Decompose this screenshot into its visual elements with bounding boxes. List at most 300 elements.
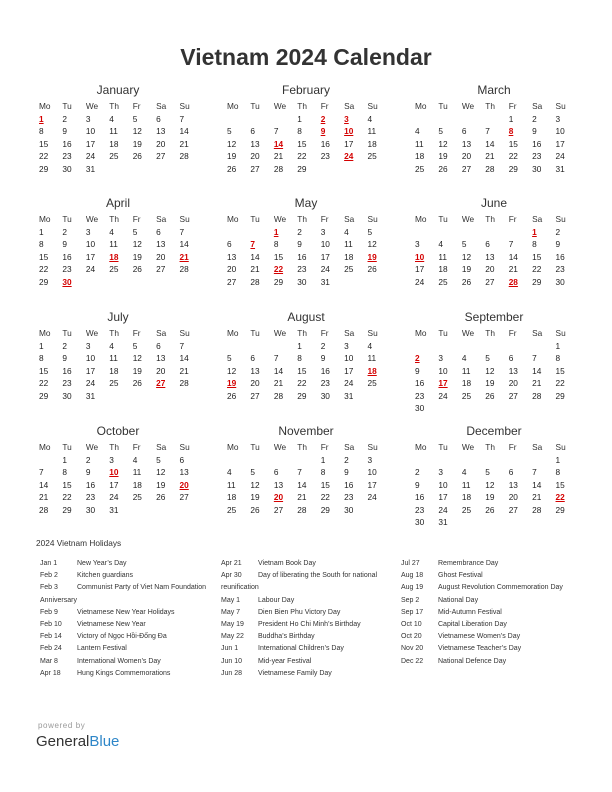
weekday-header: Th — [297, 101, 307, 111]
day-cell: 29 — [39, 163, 49, 174]
empty-cell — [224, 113, 247, 126]
day-cell: 14 — [179, 353, 189, 363]
day-cell: 9 — [62, 239, 68, 249]
weekday-header: We — [461, 328, 475, 338]
day-cell: 16 — [555, 251, 565, 262]
day-cell: 21 — [179, 365, 189, 376]
day-cell: 27 — [227, 276, 237, 287]
holiday-name: Vietnamese New Year — [77, 621, 146, 629]
day-cell: 6 — [250, 126, 256, 136]
day-cell: 24 — [320, 264, 330, 274]
day-cell: 26 — [438, 163, 448, 174]
day-cell: 19 — [461, 264, 472, 274]
weekday-header: Sa — [532, 328, 543, 338]
holiday-day: 2 — [415, 353, 420, 363]
day-cell: 4 — [344, 226, 349, 237]
holiday-item — [401, 595, 571, 607]
holiday-date: May 22 — [221, 633, 244, 641]
day-cell: 30 — [555, 276, 565, 287]
weekday-header: Mo — [415, 328, 427, 338]
weekday-header: Tu — [62, 328, 72, 338]
holiday-date: Jun 28 — [221, 669, 243, 677]
day-cell: 7 — [532, 467, 537, 477]
day-cell: 4 — [461, 353, 467, 363]
day-cell: 18 — [109, 138, 119, 149]
day-cell: 10 — [367, 467, 377, 477]
day-cell: 8 — [39, 353, 44, 363]
day-cell: 20 — [156, 251, 166, 262]
day-cell: 24 — [85, 378, 96, 388]
day-cell: 5 — [438, 126, 444, 136]
holiday-date: Jul 27 — [401, 560, 420, 567]
holiday-item — [221, 619, 396, 631]
day-cell: 5 — [461, 239, 467, 249]
weekday-header: Sa — [344, 442, 355, 452]
holiday-item — [40, 668, 218, 680]
holiday-date: Feb 10 — [40, 621, 62, 629]
day-cell: 11 — [132, 467, 142, 477]
day-cell: 15 — [39, 138, 49, 149]
holiday-date: Nov 20 — [401, 645, 424, 653]
day-cell: 23 — [555, 264, 565, 274]
weekday-header: Mo — [39, 214, 51, 224]
day-cell: 29 — [297, 390, 307, 401]
day-cell: 30 — [532, 163, 542, 174]
day-cell: 3 — [85, 340, 91, 351]
month-days-grid — [412, 327, 576, 415]
weekday-header: Fr — [132, 328, 141, 338]
day-cell: 26 — [367, 264, 377, 274]
weekday-header: Th — [109, 101, 119, 111]
day-cell: 5 — [132, 113, 138, 124]
weekday-header: We — [273, 442, 287, 452]
holiday-name: August Revolution Commemoration Day — [438, 584, 563, 592]
weekday-header: Mo — [39, 442, 51, 452]
holiday-date: Mar 8 — [40, 657, 58, 665]
day-cell: 4 — [109, 113, 114, 124]
day-cell: 29 — [555, 390, 565, 401]
day-cell: 19 — [132, 251, 142, 262]
holiday-item — [401, 582, 571, 594]
weekday-header: Sa — [156, 214, 167, 224]
day-cell: 18 — [461, 492, 472, 502]
weekday-header: Su — [179, 214, 190, 224]
day-cell: 16 — [415, 378, 425, 388]
day-cell: 13 — [227, 251, 237, 262]
weekday-header: Mo — [39, 328, 51, 338]
weekday-header: Th — [485, 442, 495, 452]
weekday-header: Sa — [532, 214, 543, 224]
day-cell: 14 — [485, 138, 495, 149]
day-cell: 24 — [438, 390, 448, 401]
day-cell: 24 — [344, 378, 354, 388]
empty-cell — [224, 340, 247, 353]
day-cell: 23 — [62, 378, 72, 388]
day-cell: 14 — [508, 251, 518, 262]
day-cell: 9 — [297, 239, 302, 249]
weekday-header: Su — [179, 101, 190, 111]
day-cell: 18 — [461, 378, 472, 388]
day-cell: 17 — [555, 138, 565, 149]
day-cell: 9 — [85, 467, 91, 477]
day-cell: 8 — [555, 353, 561, 363]
day-cell: 28 — [485, 163, 495, 174]
day-cell: 6 — [250, 353, 256, 363]
day-cell: 27 — [156, 151, 166, 161]
month-days-grid — [36, 213, 200, 288]
powered-by-text: powered by — [38, 721, 86, 730]
day-cell: 7 — [485, 126, 490, 136]
day-cell: 4 — [415, 126, 420, 136]
day-cell: 7 — [532, 353, 537, 363]
weekday-header: Th — [109, 328, 119, 338]
day-cell: 7 — [273, 353, 279, 363]
holiday-day: 10 — [344, 126, 354, 136]
empty-cell — [435, 340, 458, 353]
month-name: November — [278, 424, 334, 438]
month-january — [36, 83, 200, 175]
holiday-day: 22 — [555, 492, 565, 502]
weekday-header: Fr — [508, 328, 517, 338]
day-cell: 16 — [344, 479, 354, 490]
holiday-item — [40, 582, 218, 606]
weekday-header: We — [461, 101, 475, 111]
empty-cell — [482, 454, 505, 467]
holiday-item — [221, 558, 396, 570]
day-cell: 30 — [297, 276, 307, 287]
day-cell: 24 — [438, 504, 448, 515]
weekday-header: Tu — [250, 442, 260, 452]
day-cell: 8 — [39, 239, 44, 249]
day-cell: 9 — [415, 479, 420, 490]
weekday-header: Su — [179, 442, 190, 452]
day-cell: 5 — [227, 353, 232, 363]
day-cell: 3 — [320, 226, 326, 237]
day-cell: 9 — [62, 353, 68, 363]
day-cell: 21 — [273, 378, 284, 388]
day-cell: 20 — [508, 492, 518, 502]
holiday-name: Buddha’s Birthday — [258, 633, 315, 641]
month-name: October — [96, 424, 140, 438]
holiday-date: Oct 20 — [401, 633, 422, 641]
day-cell: 18 — [344, 251, 354, 262]
weekday-header: Su — [367, 214, 378, 224]
day-cell: 15 — [320, 479, 330, 490]
day-cell: 17 — [85, 138, 96, 149]
day-cell: 2 — [62, 226, 68, 237]
holiday-name: Mid-Autumn Festival — [438, 608, 502, 616]
weekday-header: Tu — [438, 328, 448, 338]
day-cell: 1 — [320, 454, 326, 465]
brand-name-part1: General — [36, 733, 90, 750]
weekday-header: We — [85, 214, 99, 224]
day-cell: 6 — [273, 467, 279, 477]
day-cell: 26 — [485, 390, 495, 401]
weekday-header: Th — [485, 214, 495, 224]
holiday-name: Dien Bien Phu Victory Day — [258, 608, 341, 616]
weekday-header: Su — [367, 442, 378, 452]
day-cell: 23 — [320, 378, 330, 388]
empty-cell — [482, 226, 505, 239]
day-cell: 3 — [367, 454, 373, 465]
holiday-date: Sep 17 — [401, 608, 424, 616]
day-cell: 23 — [532, 151, 542, 161]
day-cell: 3 — [415, 239, 420, 249]
day-cell: 20 — [508, 378, 518, 388]
day-cell: 5 — [156, 454, 161, 465]
day-cell: 28 — [39, 504, 49, 515]
day-cell: 1 — [297, 340, 302, 351]
weekday-header: Sa — [156, 328, 167, 338]
day-cell: 30 — [415, 517, 425, 527]
weekday-header: Fr — [320, 101, 329, 111]
empty-cell — [247, 340, 270, 353]
day-cell: 12 — [485, 365, 495, 376]
weekday-header: Su — [555, 101, 566, 111]
day-cell: 15 — [297, 365, 307, 376]
day-cell: 1 — [508, 113, 514, 124]
day-cell: 5 — [485, 467, 490, 477]
holiday-day: 1 — [39, 113, 44, 124]
holiday-item — [401, 631, 571, 643]
day-cell: 1 — [555, 340, 561, 351]
day-cell: 29 — [532, 276, 542, 287]
holiday-date: Feb 2 — [40, 572, 58, 580]
weekday-header: Tu — [250, 214, 260, 224]
weekday-header: Sa — [532, 442, 543, 452]
day-cell: 7 — [273, 126, 279, 136]
day-cell: 19 — [485, 492, 495, 502]
day-cell: 5 — [367, 226, 373, 237]
day-cell: 30 — [415, 403, 425, 413]
day-cell: 31 — [85, 390, 96, 401]
day-cell: 23 — [62, 264, 72, 274]
empty-cell — [506, 340, 529, 353]
holiday-date: Jun 1 — [221, 645, 239, 653]
day-cell: 5 — [485, 353, 490, 363]
empty-cell — [459, 454, 482, 467]
day-cell: 21 — [39, 492, 49, 502]
day-cell: 28 — [532, 390, 542, 401]
holiday-date: Jan 1 — [40, 560, 58, 567]
day-cell: 5 — [132, 226, 138, 237]
day-cell: 6 — [156, 340, 161, 351]
month-days-grid — [412, 100, 576, 175]
weekday-header: Mo — [227, 214, 239, 224]
day-cell: 14 — [39, 479, 49, 490]
day-cell: 22 — [39, 378, 49, 388]
day-cell: 22 — [39, 264, 49, 274]
weekday-header: We — [85, 101, 99, 111]
weekday-header: Su — [555, 442, 566, 452]
empty-cell — [529, 340, 552, 353]
day-cell: 2 — [344, 454, 349, 465]
day-cell: 12 — [132, 126, 142, 136]
holiday-name: Hung Kings Commemorations — [77, 669, 171, 677]
weekday-header: Mo — [227, 101, 239, 111]
day-cell: 8 — [532, 239, 537, 249]
month-days-grid — [36, 100, 200, 175]
empty-cell — [435, 226, 458, 239]
holiday-day: 30 — [62, 276, 72, 287]
day-cell: 28 — [273, 390, 284, 401]
day-cell: 13 — [250, 365, 260, 376]
day-cell: 8 — [555, 467, 561, 477]
weekday-header: Th — [485, 101, 495, 111]
brand-logo[interactable] — [36, 733, 119, 750]
day-cell: 9 — [555, 239, 561, 249]
day-cell: 17 — [438, 492, 448, 502]
day-cell: 25 — [367, 151, 377, 161]
holiday-name: International Children’s Day — [258, 645, 344, 653]
day-cell: 16 — [532, 138, 542, 149]
day-cell: 11 — [109, 353, 118, 363]
day-cell: 24 — [555, 151, 565, 161]
weekday-header: Fr — [320, 328, 329, 338]
day-cell: 12 — [227, 138, 237, 149]
holiday-item — [40, 631, 218, 643]
day-cell: 24 — [367, 492, 377, 502]
day-cell: 31 — [344, 390, 354, 401]
day-cell: 4 — [109, 340, 114, 351]
holiday-name: Labour Day — [258, 596, 295, 604]
holiday-day: 19 — [227, 378, 237, 388]
empty-cell — [435, 113, 458, 126]
day-cell: 30 — [85, 504, 96, 515]
holiday-item — [221, 668, 396, 680]
day-cell: 22 — [62, 492, 72, 502]
month-september — [412, 310, 576, 415]
month-days-grid — [412, 441, 576, 529]
weekday-header: We — [273, 214, 287, 224]
day-cell: 29 — [297, 163, 307, 174]
day-cell: 21 — [297, 492, 307, 502]
day-cell: 23 — [85, 492, 96, 502]
holiday-column — [40, 558, 218, 680]
day-cell: 14 — [179, 126, 189, 136]
holiday-name: Vietnamese Family Day — [258, 669, 332, 677]
month-days-grid — [224, 213, 388, 288]
day-cell: 21 — [532, 492, 542, 502]
weekday-header: We — [273, 328, 287, 338]
holidays-title: 2024 Vietnam Holidays — [36, 538, 122, 548]
weekday-header: Su — [179, 328, 190, 338]
holiday-item — [221, 656, 396, 668]
day-cell: 29 — [508, 163, 518, 174]
holiday-day: 10 — [415, 251, 425, 262]
day-cell: 6 — [508, 353, 514, 363]
day-cell: 23 — [344, 492, 354, 502]
month-days-grid — [224, 327, 388, 402]
holiday-date: Aug 18 — [401, 572, 424, 580]
weekday-header: Su — [367, 328, 378, 338]
empty-cell — [36, 454, 59, 467]
day-cell: 4 — [367, 340, 373, 351]
day-cell: 26 — [227, 163, 237, 174]
day-cell: 28 — [250, 276, 260, 287]
day-cell: 8 — [62, 467, 68, 477]
month-august — [224, 310, 388, 402]
weekday-header: Sa — [532, 101, 543, 111]
empty-cell — [412, 226, 435, 239]
weekday-header: Th — [297, 214, 307, 224]
weekday-header: Tu — [62, 214, 72, 224]
day-cell: 2 — [85, 454, 91, 465]
holiday-name: Day of liberating the South for national reunification — [221, 572, 378, 592]
day-cell: 15 — [508, 138, 518, 149]
day-cell: 1 — [39, 226, 44, 237]
month-name: January — [96, 83, 140, 97]
day-cell: 17 — [85, 365, 96, 376]
day-cell: 12 — [227, 365, 237, 376]
month-december — [412, 424, 576, 529]
day-cell: 30 — [320, 390, 330, 401]
day-cell: 2 — [555, 226, 561, 237]
holiday-item — [221, 570, 396, 594]
page-title: Vietnam 2024 Calendar — [180, 44, 432, 70]
weekday-header: Su — [367, 101, 378, 111]
day-cell: 22 — [555, 378, 565, 388]
holiday-name: Victory of Ngọc Hồi-Đống Đa — [77, 633, 167, 641]
month-days-grid — [36, 327, 200, 402]
empty-cell — [482, 340, 505, 353]
day-cell: 26 — [227, 390, 237, 401]
holiday-date: Oct 10 — [401, 621, 422, 629]
holiday-day: 20 — [179, 479, 189, 490]
holiday-name: Vietnam Book Day — [258, 560, 316, 567]
day-cell: 26 — [485, 504, 495, 515]
day-cell: 9 — [415, 365, 420, 376]
empty-cell — [482, 113, 505, 126]
day-cell: 10 — [438, 365, 448, 376]
day-cell: 13 — [273, 479, 284, 490]
day-cell: 4 — [367, 113, 373, 124]
day-cell: 18 — [227, 492, 237, 502]
day-cell: 5 — [227, 126, 232, 136]
month-march — [412, 83, 576, 175]
day-cell: 31 — [85, 163, 96, 174]
day-cell: 22 — [39, 151, 49, 161]
day-cell: 29 — [320, 504, 330, 515]
day-cell: 20 — [250, 151, 260, 161]
holiday-day: 17 — [438, 378, 448, 388]
empty-cell — [412, 340, 435, 353]
empty-cell — [224, 454, 247, 467]
month-days-grid — [224, 100, 388, 175]
holiday-item — [221, 643, 396, 655]
holiday-name: New Year’s Day — [77, 560, 127, 567]
day-cell: 21 — [250, 264, 260, 274]
holiday-day: 18 — [367, 365, 377, 376]
weekday-header: Fr — [320, 442, 329, 452]
day-cell: 17 — [367, 479, 377, 490]
weekday-header: Fr — [132, 214, 141, 224]
day-cell: 3 — [438, 353, 444, 363]
day-cell: 17 — [344, 138, 354, 149]
day-cell: 5 — [250, 467, 256, 477]
holiday-date: Apr 21 — [221, 560, 242, 567]
holiday-item — [40, 619, 218, 631]
day-cell: 15 — [39, 251, 49, 262]
day-cell: 16 — [62, 365, 72, 376]
empty-cell — [506, 454, 529, 467]
weekday-header: Sa — [344, 101, 355, 111]
day-cell: 20 — [461, 151, 472, 161]
weekday-header: Sa — [156, 101, 167, 111]
day-cell: 13 — [250, 138, 260, 149]
day-cell: 8 — [39, 126, 44, 136]
holiday-date: Feb 3 — [40, 584, 58, 592]
